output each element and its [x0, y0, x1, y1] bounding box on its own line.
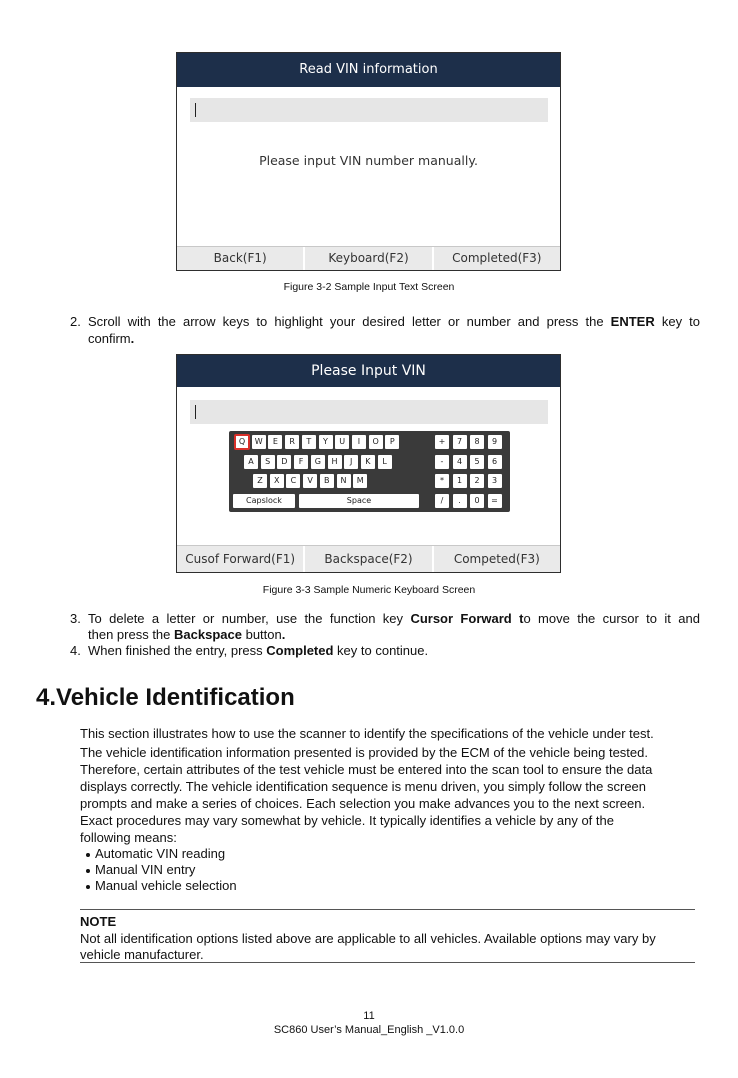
page-number: 11 — [363, 1010, 375, 1022]
list-item-text: Manual vehicle selection — [95, 878, 237, 893]
key-z[interactable]: Z — [253, 474, 267, 488]
key-h[interactable]: H — [328, 455, 342, 469]
cursor-forward-label: Cursor Forward t — [410, 611, 524, 626]
numpad-key[interactable]: - — [435, 455, 449, 469]
step-text-part: o move the cursor to it and — [523, 611, 700, 626]
list-item-text: Manual VIN entry — [95, 862, 196, 877]
numpad-key[interactable]: 1 — [453, 474, 467, 488]
space-key[interactable]: Space — [299, 494, 419, 508]
numpad-key[interactable]: 0 — [470, 494, 484, 508]
step-text — [88, 642, 428, 659]
key-n[interactable]: N — [337, 474, 351, 488]
capslock-key[interactable]: Capslock — [233, 494, 295, 508]
section-intro: This section illustrates how to use the scanner to identify the specifications of the vehicle under test. — [80, 726, 654, 741]
step-text-part: When finished the entry, press — [88, 643, 263, 658]
list-item-text: Automatic VIN reading — [95, 846, 226, 861]
numpad-key[interactable]: . — [453, 494, 467, 508]
numpad-key[interactable]: + — [435, 435, 449, 449]
key-c[interactable]: C — [286, 474, 300, 488]
body-line: The vehicle identification information presented is provided by the ECM of the vehicle being tested. — [80, 745, 648, 760]
screen-title: Please Input VIN — [177, 355, 560, 387]
step-text-part: confirm — [88, 331, 131, 346]
back-button[interactable]: Back(F1) — [177, 247, 305, 270]
key-w[interactable]: W — [252, 435, 266, 449]
note-text: Not all identification options listed above are applicable to all vehicles. Available options may vary by — [80, 931, 656, 946]
key-u[interactable]: U — [335, 435, 349, 449]
completed-button[interactable]: Completed(F3) — [452, 251, 542, 265]
numpad-key[interactable]: 3 — [488, 474, 502, 488]
vin-input-field[interactable] — [190, 98, 548, 122]
keyboard-screen — [176, 354, 561, 573]
enter-key-label: ENTER — [610, 314, 655, 329]
step-text-part: button — [245, 627, 282, 642]
numpad-key[interactable]: / — [435, 494, 449, 508]
step-text-part: key to continue. — [337, 643, 429, 658]
body-line: Therefore, certain attributes of the test vehicle must be entered into the scan tool to ensure the data — [80, 762, 653, 777]
body-line: Exact procedures may vary somewhat by vehicle. It typically identifies a vehicle by any of the — [80, 813, 614, 828]
vin-input-field[interactable] — [190, 400, 548, 424]
key-v[interactable]: V — [303, 474, 317, 488]
note-divider-bottom — [80, 962, 695, 963]
numpad-key[interactable]: = — [488, 494, 502, 508]
step-text — [88, 313, 700, 330]
list-item — [86, 846, 225, 861]
key-r[interactable]: R — [285, 435, 299, 449]
step-text-part: . — [130, 331, 135, 346]
step-text-part: key to — [661, 314, 701, 329]
section-heading: 4.Vehicle Identification — [36, 684, 295, 711]
completed-button[interactable]: Competed(F3) — [453, 552, 540, 566]
list-item — [86, 878, 237, 893]
key-i[interactable]: I — [352, 435, 366, 449]
key-d[interactable]: D — [277, 455, 291, 469]
bullet-icon — [86, 853, 90, 857]
step-number: 2. — [70, 314, 81, 329]
key-e[interactable]: E — [268, 435, 282, 449]
note-divider-top — [80, 909, 695, 910]
step-text — [88, 626, 285, 643]
numpad-key[interactable]: 5 — [470, 455, 484, 469]
completed-label: Completed — [266, 643, 334, 658]
bullet-icon — [86, 869, 90, 873]
step-text — [88, 330, 134, 347]
step-number: 3. — [70, 611, 81, 626]
key-p[interactable]: P — [385, 435, 399, 449]
note-label: NOTE — [80, 914, 117, 929]
key-l[interactable]: L — [378, 455, 392, 469]
screen-title: Read VIN information — [177, 53, 560, 87]
step-text-part: . — [281, 627, 286, 642]
numpad-key[interactable]: 6 — [488, 455, 502, 469]
key-f[interactable]: F — [294, 455, 308, 469]
key-o[interactable]: O — [369, 435, 383, 449]
input-prompt: Please input VIN number manually. — [259, 153, 478, 168]
numpad-key[interactable]: 2 — [470, 474, 484, 488]
cursor-forward-button[interactable]: Cusof Forward(F1) — [177, 546, 305, 572]
note-text: vehicle manufacturer. — [80, 947, 204, 962]
body-line: following means: — [80, 830, 177, 845]
numpad-key[interactable]: 7 — [453, 435, 467, 449]
key-b[interactable]: B — [320, 474, 334, 488]
backspace-label: Backspace — [174, 627, 242, 642]
numpad-key[interactable]: 9 — [488, 435, 502, 449]
key-t[interactable]: T — [302, 435, 316, 449]
key-q[interactable]: Q — [235, 435, 249, 449]
step-text-part: Scroll with the arrow keys to highlight your desired letter or number and press the — [88, 314, 604, 329]
list-item — [86, 862, 195, 877]
key-s[interactable]: S — [261, 455, 275, 469]
step-number: 4. — [70, 643, 81, 658]
figure-caption: Figure 3-2 Sample Input Text Screen — [283, 281, 455, 293]
step-text-part: then press the — [88, 627, 171, 642]
key-m[interactable]: M — [353, 474, 367, 488]
numpad-key[interactable]: 8 — [470, 435, 484, 449]
key-g[interactable]: G — [311, 455, 325, 469]
figure-caption: Figure 3-3 Sample Numeric Keyboard Screen — [262, 584, 476, 596]
keyboard-button[interactable]: Keyboard(F2) — [305, 247, 433, 270]
on-screen-keyboard — [229, 431, 510, 512]
section-body — [80, 744, 700, 846]
text-cursor — [195, 405, 196, 419]
key-y[interactable]: Y — [319, 435, 333, 449]
text-cursor — [195, 103, 196, 117]
numpad-key[interactable]: 4 — [453, 455, 467, 469]
body-line: prompts and make a series of choices. Each selection you make advances you to the next screen. — [80, 796, 646, 811]
body-line: displays correctly. The vehicle identification sequence is menu driven, you simply follow the screen — [80, 779, 647, 794]
backspace-button[interactable]: Backspace(F2) — [305, 546, 433, 572]
key-j[interactable]: J — [344, 455, 358, 469]
document-id: SC860 User’s Manual_English _V1.0.0 — [273, 1024, 465, 1036]
key-x[interactable]: X — [270, 474, 284, 488]
function-bar — [177, 246, 560, 270]
function-bar — [177, 545, 560, 572]
key-a[interactable]: A — [244, 455, 258, 469]
numpad-key[interactable]: * — [435, 474, 449, 488]
step-text — [88, 610, 700, 627]
bullet-icon — [86, 885, 90, 889]
read-vin-screen — [176, 52, 561, 271]
key-k[interactable]: K — [361, 455, 375, 469]
step-text-part: To delete a letter or number, use the function key — [88, 611, 404, 626]
